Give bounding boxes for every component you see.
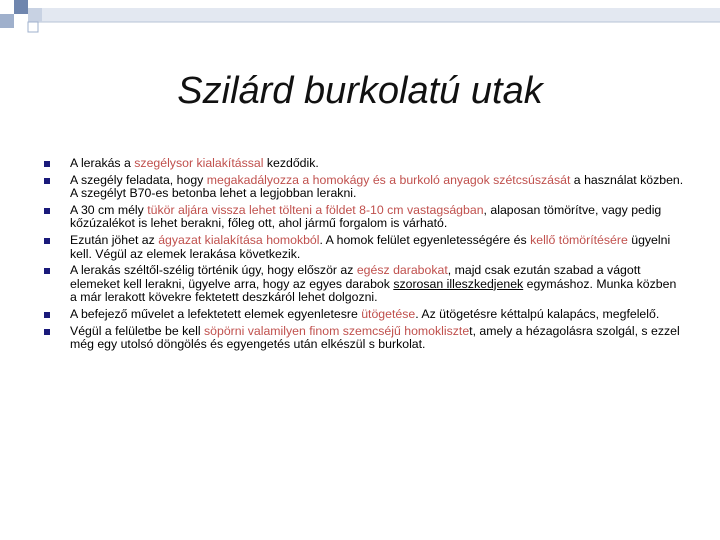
slide-title: Szilárd burkolatú utak <box>177 70 543 112</box>
underlined-text: szorosan illeszkedjenek <box>393 276 524 291</box>
bullet-text: , alaposan tömörítve, vagy pedig kőzúzalékot is lehet berakni, főleg ott, ahol jármű forgalom is várható. <box>70 202 662 231</box>
square-bullet-icon <box>44 208 50 214</box>
bullet-text: egymáshoz. Munka közben a már lerakott kövekre fektetett deszkáról lehet dolgozni. <box>70 276 677 305</box>
bullet-item <box>44 204 684 231</box>
bullet-text: , majd csak ezután szabad a vágott elemeket kell lerakni, ügyelve arra, hogy az egyes darabok <box>70 263 641 291</box>
square-bullet-icon <box>44 161 50 167</box>
square-bullet-icon <box>44 312 50 318</box>
bullet-text: ügyelni kell. Végül az elemek lerakása következik. <box>70 232 671 261</box>
bullet-text: . A homok felület egyenletességére és <box>319 232 531 247</box>
bullet-list <box>44 157 684 352</box>
highlighted-text: tükör aljára vissza lehet tölteni a földet 8-10 cm vastagságban <box>147 202 484 217</box>
bullet-text: kezdődik. <box>263 156 319 170</box>
bullet-text: t, amely a hézagolásra szolgál, s ezzel még egy utolsó döngölés és egyengetés után elkészül s burkolat. <box>70 323 680 352</box>
bullet-text: A 30 cm mély <box>70 202 148 217</box>
square-bullet-icon <box>44 268 50 274</box>
bullet-item <box>44 234 684 261</box>
bullet-item <box>44 174 684 201</box>
highlighted-text: kellő tömörítésére <box>530 232 628 247</box>
bullet-text: Végül a felületbe be kell <box>70 323 204 338</box>
highlighted-text: szegélysor kialakítással <box>134 156 264 170</box>
bullet-text: A lerakás a <box>70 156 135 170</box>
bullet-item <box>44 325 684 352</box>
bullet-item <box>44 264 684 305</box>
bullet-text: A szegély feladata, hogy <box>70 172 207 187</box>
bullet-text: A lerakás széltől-szélig történik úgy, hogy először az <box>70 263 357 278</box>
highlighted-text: megakadályozza a homokágy és a burkoló anyagok szétcsúszását <box>206 172 571 187</box>
highlighted-text: ágyazat kialakítása homokból <box>158 232 320 247</box>
square-bullet-icon <box>44 238 50 244</box>
bullet-item <box>44 157 684 171</box>
square-bullet-icon <box>44 178 50 184</box>
highlighted-text: ütögetése <box>361 306 416 321</box>
square-bullet-icon <box>44 329 50 335</box>
bullet-text: Ezután jöhet az <box>70 232 159 247</box>
bullet-text: . Az ütögetésre kéttalpú kalapács, megfelelő. <box>415 306 660 321</box>
highlighted-text: egész darabokat <box>356 263 448 278</box>
highlighted-text: söpörni valamilyen finom szemcséjű homokliszte <box>204 323 470 338</box>
header-decoration <box>0 0 720 40</box>
bullet-text: a használat közben. A szegélyt B70-es betonba lehet a legjobban lerakni. <box>70 172 684 201</box>
bullet-text: A befejező művelet a lefektetett elemek egyenletesre <box>70 306 362 321</box>
bullet-item <box>44 308 684 322</box>
